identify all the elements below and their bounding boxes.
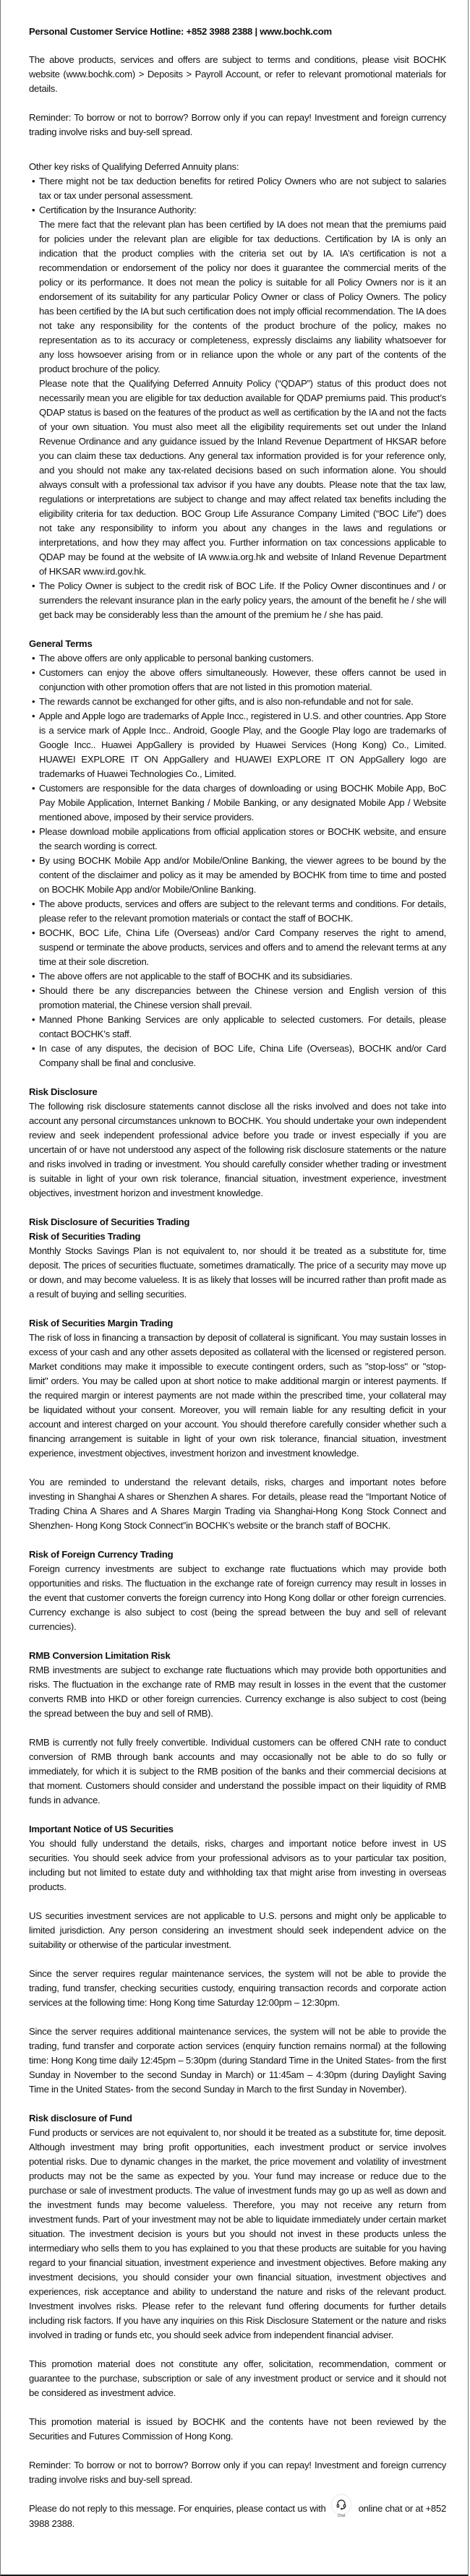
general-terms-list (29, 651, 446, 1070)
qdap-list (29, 174, 446, 622)
chat-label: Chat (337, 2513, 346, 2518)
margin-title: Risk of Securities Margin Trading (29, 1318, 174, 1328)
customer-hotline: Personal Customer Service Hotline: +852 3988 2388 | www.bochk.com (29, 26, 332, 37)
risk-disclosure-body: The following risk disclosure statements cannot disclose all the risks involved and does not take into account any personal circumstances unknown to BOCHK. You should undertake your own independent review and seek independent professional advice before you trade or invest especially if you are uncertain of or have not understood any aspect of the following risk disclosure statements or the nature and risks involved in trading or investment. You should carefully consider whether trading or investment is suitable in light of your own risk tolerance, financial situation, investment experience, investment objectives, investment horizon and investment knowledge. (29, 1101, 446, 1198)
footer-contact (29, 2502, 446, 2531)
general-term-item: • Manned Phone Banking Services are only applicable to selected customers. For details, please contact BOCHK’s staff. (29, 1013, 446, 1042)
chat-button[interactable] (331, 2502, 353, 2517)
general-term-item: • BOCHK, BOC Life, China Life (Overseas) and/or Card Company reserves the right to amend, suspend or terminate the above products, services and offers and to amend the relevant terms at any time at their sole discretion. (29, 926, 446, 969)
securities-title: Risk Disclosure of Securities Trading (29, 1216, 190, 1227)
qdap-item (29, 203, 446, 579)
foreign-currency-title: Risk of Foreign Currency Trading (29, 1549, 174, 1560)
us-securities-body-4: Since the server requires additional maintenance services, the system will not be able to provide the trading, fund transfer and corporate action services (enquiry function remains normal) at the following time: Hong Kong time daily 12:45pm – 5:30pm (during Standard Time in the United States- from the first Sunday in November to the second Sunday in March) or 11:45am – 4:30pm (during Daylight Saving Time in the United States- from the second Sunday in March to the first Sunday in November). (29, 2026, 446, 2095)
footer-text-before: Please do not reply to this message. For enquiries, please contact us with (29, 2503, 326, 2514)
general-term-item: • Apple and Apple logo are trademarks of Apple Incc., registered in U.S. and other countries. App Store is a service mark of Apple Incc.. Android, Google Play, and the Google Play logo are trademarks of Google Incc.. Huawei AppGallery is provided by Huawei Services (Hong Kong) Co., Limited. HUAWEI EXPLORE IT ON AppGallery and HUAWEI EXPLORE IT ON AppGallery logo are trademarks of Huawei Technologies Co., Limited. (29, 709, 446, 781)
securities-body: Monthly Stocks Savings Plan is not equivalent to, nor should it be treated as a substitute for, time deposit. The prices of securities fluctuate, sometimes dramatically. The price of a security may move up or down, and may become valueless. It is as likely that losses will be incurred rather than profit made as a result of buying and selling securities. (29, 1245, 446, 1300)
general-term-item: • Please download mobile applications from official application stores or BOCHK website, and ensure the search wording is correct. (29, 825, 446, 854)
promo-issued: This promotion material is issued by BOCHK and the contents have not been reviewed by the Securities and Futures Commission of Hong Kong. (29, 2416, 446, 2442)
general-terms-title: General Terms (29, 638, 93, 649)
us-securities-body-1: You should fully understand the details, risks, charges and important notice before invest in US securities. You should seek advice from your professional advisors as to your particular tax position, including but not limited to estate duty and withholding tax that might arise from investing in overseas products. (29, 1838, 446, 1892)
foreign-currency-body: Foreign currency investments are subject to exchange rate fluctuations which may provide both opportunities and risks. The fluctuation in the exchange rate of foreign currency may result in losses in the event that customer converts the foreign currency into Hong Kong dollar or other foreign currencies. Currency exchange is also subject to cost (being the spread between the buy and sell of relevant currencies). (29, 1563, 446, 1632)
qdap-title: Other key risks of Qualifying Deferred Annuity plans: (29, 161, 239, 172)
risk-disclosure-title: Risk Disclosure (29, 1086, 98, 1097)
general-term-item: • Customers can enjoy the above offers simultaneously. However, these offers cannot be used in conjunction with other promotion offers that are not listed in this promotion material. (29, 666, 446, 695)
general-term-item: • The above offers are not applicable to the staff of BOCHK and its subsidiaries. (29, 969, 446, 984)
promo-disclaimer: This promotion material does not constitute any offer, solicitation, recommendation, comment or guarantee to the purchase, subscription or sale of any investment product or service and it should not be considered as investment advice. (29, 2358, 446, 2398)
securities-subtitle: Risk of Securities Trading (29, 1231, 141, 1242)
general-term-item: • The above products, services and offers are subject to the relevant terms and conditions. For details, please refer to the relevant promotion materials or contact the staff of BOCHK. (29, 897, 446, 926)
us-securities-title: Important Notice of US Securities (29, 1824, 174, 1834)
us-securities-body-3: Since the server requires regular maintenance services, the system will not be able to provide the trading, fund transfer, checking securities custody, enquiring transaction records and corporate action services at the following time: Hong Kong time Saturday 12:00pm – 12:30pm. (29, 1968, 446, 2008)
qdap-certification-label: Certification by the Insurance Authority: (39, 205, 197, 215)
rmb-body-1: RMB investments are subject to exchange rate fluctuations which may provide both opportunities and risks. The fluctuation in the exchange rate of RMB may result in losses in the event that the customer converts RMB into HKD or other foreign currencies. Currency exchange is also subject to cost (being the spread between the buy and sell of RMB). (29, 1665, 446, 1719)
intro-paragraph: The above products, services and offers are subject to terms and conditions, please visit BOCHK website (www.bochk.com) > Deposits > Payroll Account, or refer to relevant promotional materials for details. (29, 54, 446, 94)
general-term-item: • Customers are responsible for the data charges of downloading or using BOCHK Mobile App, BoC Pay Mobile Application, Internet Banking / Mobile Banking, or any designated Mobile App / Website mentioned above, imposed by their service providers. (29, 781, 446, 825)
a-shares-notice: You are reminded to understand the relevant details, risks, charges and important notes before investing in Shanghai A shares or Shenzhen A shares. For details, please read the “Important Notice of Trading China A Shares and A Shares Margin Trading via Shanghai-Hong Kong Stock Connect and Shenzhen- Hong Kong Stock Connect”in BOCHK’s website or the branch staff of BOCHK. (29, 1477, 446, 1531)
qdap-certification-para2: Please note that the Qualifying Deferred Annuity Policy (“QDAP”) status of this product does not necessarily mean you are eligible for tax deduction available for QDAP premiums paid. This product’s QDAP status is based on the features of the product as well as certification by the IA and not the facts of your own situation. You must also meet all the eligibility requirements set out under the Inland Revenue Ordinance and any guidance issued by the Inland Revenue Department of HKSAR before you can claim these tax deductions. Any general tax information provided is for your reference only, and you should not make any tax-related decisions based on such information alone. You should always consult with a professional tax advisor if you have any doubts. Please note that the tax law, regulations or interpretations are subject to change and may affect related tax benefits including the eligibility criteria for tax deduction. BOC Group Life Assurance Company Limited (“BOC Life”) does not take any responsibility to inform you about any changes in the laws and regulations or interpretations, and how they may affect you. Further information on tax concessions applicable to QDAP may be found at the website of IA www.ia.org.hk and website of Inland Revenue Department of HKSAR www.ird.gov.hk. (39, 378, 446, 577)
reminder-top: Reminder: To borrow or not to borrow? Borrow only if you can repay! Investment and foreign currency trading involve risks and buy-sell spread. (29, 112, 446, 137)
rmb-title: RMB Conversion Limitation Risk (29, 1650, 171, 1661)
headset-icon[interactable] (332, 2495, 351, 2514)
general-term-item: • The rewards cannot be exchanged for other gifts, and is also non-refundable and not for sale. (29, 695, 446, 709)
general-term-item: • Should there be any discrepancies between the Chinese version and English version of this promotion material, the Chinese version shall prevail. (29, 984, 446, 1013)
margin-body: The risk of loss in financing a transaction by deposit of collateral is significant. You may sustain losses in excess of your cash and any other assets deposited as collateral with the licensed or registered person. Market conditions may make it impossible to execute contingent orders, such as "stop-loss" or "stop- limit" orders. You may be called upon at short notice to make additional margin or interest payments. If the required margin or interest payments are not made within the prescribed time, your collateral may be liquidated without your consent. Moreover, you will remain liable for any resulting deficit in your account and interest charged on your account. You should therefore carefully consider whether such a financing arrangement is suitable in light of your own risk tolerance, financial situation, investment experience, investment objectives, investment horizon and investment knowledge. (29, 1332, 446, 1459)
footer-text-after: online chat or at +852 3988 2388. (29, 2503, 447, 2529)
fund-title: Risk disclosure of Fund (29, 2113, 132, 2124)
general-term-item: • In case of any disputes, the decision of BOC Life, China Life (Overseas), BOCHK and/or Card Company shall be final and conclusive. (29, 1042, 446, 1070)
qdap-item: • There might not be tax deduction benefits for retired Policy Owners who are not subject to salaries tax or tax under personal assessment. (29, 174, 446, 203)
us-securities-body-2: US securities investment services are not applicable to U.S. persons and might only be applicable to limited jurisdiction. Any person considering an investment should seek independent advice on the suitability or otherwise of the particular investment. (29, 1910, 446, 1950)
qdap-certification-para1: The mere fact that the relevant plan has been certified by IA does not mean that the premiums paid for policies under the relevant plan are eligible for tax deductions. Certification by IA is only an indication that the product complies with the criteria set out by IA. IA’s certification is not a recommendation or endorsement of the policy nor does it guarantee the commercial merits of the policy or its performance. It does not mean the policy is suitable for all Policy Owners nor is it an endorsement of its suitability for any particular Policy Owner or class of Policy Owners. The policy has been certified by the IA but such certification does not imply official recommendation. The IA does not take any responsibility for the contents of the product brochure of the policy, makes no representation as to its accuracy or completeness, expressly disclaims any liability whatsoever for any loss howsoever arising from or in reliance upon the whole or any part of the contents of the product brochure of the policy. (39, 219, 446, 374)
rmb-body-2: RMB is currently not fully freely convertible. Individual customers can be offered CNH rate to conduct conversion of RMB through bank accounts and may occasionally not be able to do so fully or immediately, for which it is subject to the RMB position of the banks and their commercial decisions at that moment. Customers should consider and understand the possible impact on their liquidity of RMB funds in advance. (29, 1737, 446, 1806)
general-term-item: • The above offers are only applicable to personal banking customers. (29, 651, 446, 666)
fund-body: Fund products or services are not equivalent to, nor should it be treated as a substitute for, time deposit. Although investment may bring profit opportunities, each investment product or service involves potential risks. Due to dynamic changes in the market, the price movement and volatility of investment products may not be the same as expected by you. Your fund may increase or reduce due to the purchase or sale of investment products. The value of investment funds may go up as well as down and the investment funds may become valueless. Therefore, you may not receive any return from investment funds. Part of your investment may not be able to liquidate immediately under certain market situation. The investment decision is yours but you should not invest in these products unless the intermediary who sells them to you has explained to you that these products are suitable for you having regard to your financial situation, investment experience and investment objectives. Before making any investment decisions, you should consider your own financial situation, investment objectives and experiences, risk acceptance and ability to understand the nature and risks of the relevant product. Investment involves risks. Please refer to the relevant fund offering documents for further details including risk factors. If you have any inquiries on this Risk Disclosure Statement or the nature and risks involved in trading or funds etc, you should seek advice from independent financial adviser. (29, 2127, 446, 2340)
reminder-bottom: Reminder: To borrow or not to borrow? Borrow only if you can repay! Investment and foreign currency trading involve risks and buy-sell spread. (29, 2460, 446, 2485)
general-term-item: • By using BOCHK Mobile App and/or Mobile/Online Banking, the viewer agrees to be bound by the content of the disclaimer and policy as it may be amended by BOCHK from time to time and posted on BOCHK Mobile App and/or Mobile/Online Banking. (29, 854, 446, 897)
qdap-item: • The Policy Owner is subject to the credit risk of BOC Life. If the Policy Owner discontinues and / or surrenders the relevant insurance plan in the early policy years, the amount of the benefit he / she will get back may be considerably less than the amount of the premium he / she has paid. (29, 579, 446, 622)
